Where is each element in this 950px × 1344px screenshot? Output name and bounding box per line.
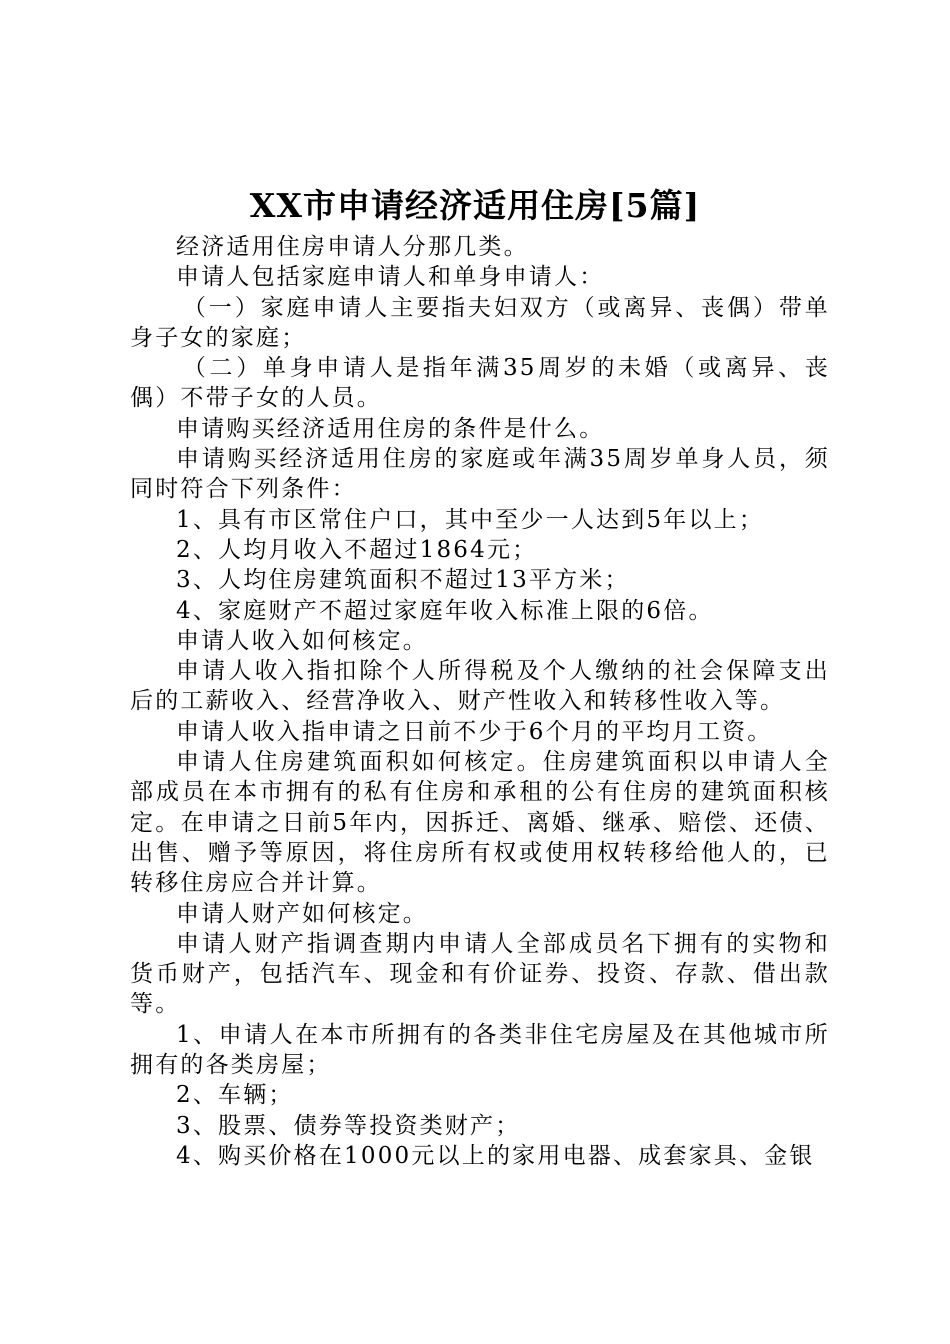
paragraph: 申请购买经济适用住房的家庭或年满35周岁单身人员，须同时符合下列条件： xyxy=(130,446,830,503)
paragraph: 2、车辆； xyxy=(176,1082,294,1109)
paragraph: 申请人住房建筑面积如何核定。住房建筑面积以申请人全部成员在本市拥有的私有住房和承租的公有住房的建筑面积核定。在申请之日前5年内，因拆迁、离婚、继承、赔偿、还债、出售、赠予等原因，将住房所有权或使用权转移给他人的，已转移住房应合并计算。 xyxy=(130,749,830,897)
paragraph: 申请人财产如何核定。 xyxy=(176,900,428,927)
paragraph: 3、股票、债券等投资类财产； xyxy=(176,1112,521,1139)
paragraph: （一）家庭申请人主要指夫妇双方（或离异、丧偶）带单身子女的家庭； xyxy=(130,294,830,351)
paragraph: 4、家庭财产不超过家庭年收入标准上限的6倍。 xyxy=(176,597,714,624)
paragraph: 申请人包括家庭申请人和单身申请人： xyxy=(176,264,605,291)
document-title: XX市申请经济适用住房[5篇] xyxy=(249,186,701,225)
document-body xyxy=(130,232,830,1171)
paragraph: （二）单身申请人是指年满35周岁的未婚（或离异、丧偶）不带子女的人员。 xyxy=(130,355,830,412)
paragraph: 1、申请人在本市所拥有的各类非住宅房屋及在其他城市所拥有的各类房屋； xyxy=(130,1021,830,1079)
paragraph: 申请人收入指申请之日前不少于6个月的平均月工资。 xyxy=(176,718,773,745)
paragraph: 申请人收入指扣除个人所得税及个人缴纳的社会保障支出后的工薪收入、经营净收入、财产性收入和转移性收入等。 xyxy=(130,658,830,715)
paragraph: 申请购买经济适用住房的条件是什么。 xyxy=(176,415,605,442)
paragraph: 3、人均住房建筑面积不超过13平方米； xyxy=(176,567,630,594)
paragraph: 申请人收入如何核定。 xyxy=(176,627,428,654)
paragraph: 申请人财产指调查期内申请人全部成员名下拥有的实物和货币财产，包括汽车、现金和有价证券、投资、存款、借出款等。 xyxy=(130,930,830,1018)
paragraph: 4、购买价格在1000元以上的家用电器、成套家具、金银 xyxy=(176,1142,815,1169)
paragraph: 1、具有市区常住户口，其中至少一人达到5年以上； xyxy=(176,506,765,533)
paragraph: 2、人均月收入不超过1864元； xyxy=(176,536,538,563)
paragraph: 经济适用住房申请人分那几类。 xyxy=(176,234,529,260)
